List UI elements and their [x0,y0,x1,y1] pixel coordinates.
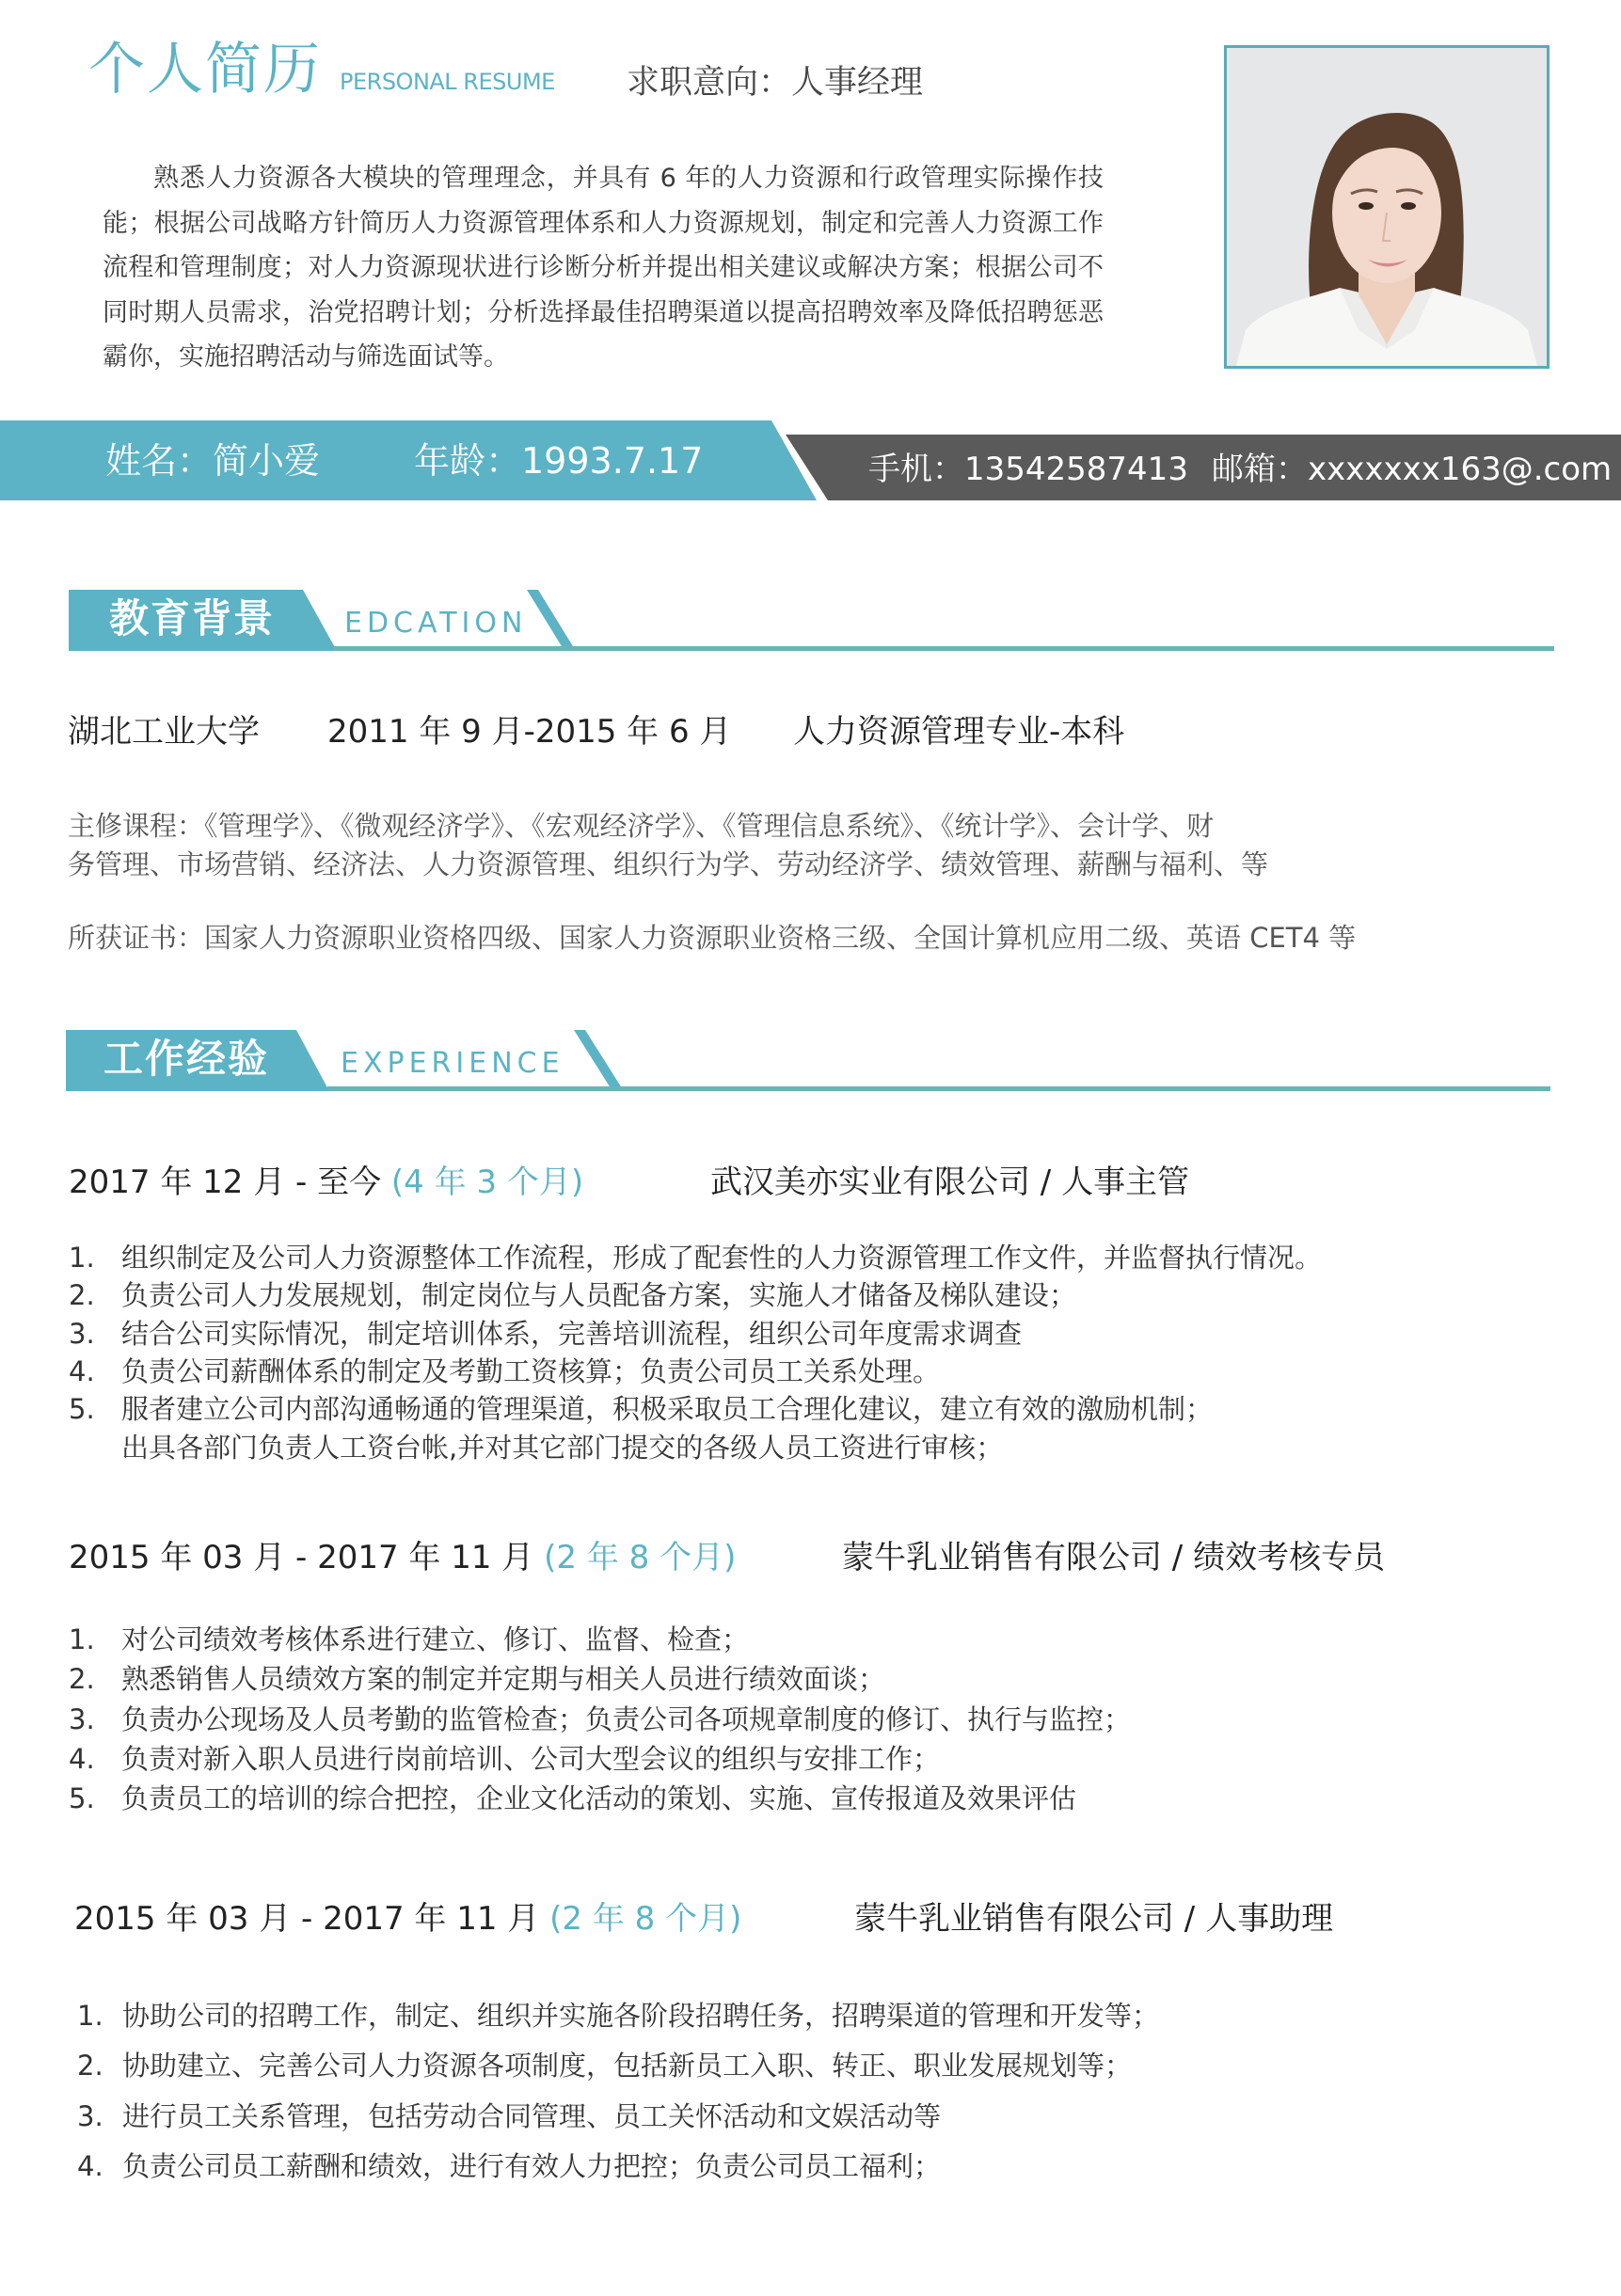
resume-subtitle-en: PERSONAL RESUME [340,69,555,95]
job-3-duration: (2 年 8 个月) [549,1900,742,1938]
job-3-item-1: 1. 协助公司的招聘工作，制定、组织并实施各阶段招聘任务，招聘渠道的管理和开发等； [77,2000,1160,2032]
job-2-header [69,1538,736,1577]
resume-title: 个人简历 [88,37,322,103]
job-2-item-1: 1. 对公司绩效考核体系进行建立、修订、监督、检查； [69,1623,750,1655]
edu-certificates: 所获证书：国家人力资源职业资格四级、国家人力资源职业资格三级、全国计算机应用二级、英语 CET4 等 [68,922,1357,954]
job-3-item-4: 4. 负责公司员工薪酬和绩效，进行有效人力把控；负责公司员工福利； [77,2150,942,2182]
age-field: 年龄：1993.7.17 [414,440,704,482]
profile-photo [1224,45,1549,369]
job-1-item-5-continued: 出具各部门负责人工资台帐,并对其它部门提交的各级人员工资进行审核； [121,1432,1004,1464]
job-1-duration: (4 年 3 个月) [390,1164,584,1201]
edu-school: 湖北工业大学 [68,713,260,751]
job-1-item-3: 3. 结合公司实际情况，制定培训体系，完善培训流程，组织公司年度需求调查 [69,1318,1023,1350]
job-1-item-4: 4. 负责公司薪酬体系的制定及考勤工资核算；负责公司员工关系处理。 [69,1355,941,1387]
job-1-item-2: 2. 负责公司人力发展规划，制定岗位与人员配备方案，实施人才储备及梯队建设； [69,1279,1077,1311]
job-2-item-4: 4. 负责对新入职人员进行岗前培训、公司大型会议的组织与安排工作； [69,1743,941,1775]
edu-courses-line-1: 主修课程：《管理学》、《微观经济学》、《宏观经济学》、《管理信息系统》、《统计学》、会计学、财 [68,810,1215,842]
edu-major: 人力资源管理专业-本科 [793,713,1125,751]
job-2-item-2: 2. 熟悉销售人员绩效方案的制定并定期与相关人员进行绩效面谈； [69,1663,886,1695]
edu-courses-line-2: 务管理、市场营销、经济法、人力资源管理、组织行为学、劳动经济学、绩效管理、薪酬与福利、等 [68,848,1269,880]
job-2-item-5: 5. 负责员工的培训的综合把控，企业文化活动的策划、实施、宣传报道及效果评估 [69,1782,1077,1814]
job-3-company-role: 蒙牛乳业销售有限公司 / 人事助理 [854,1900,1334,1938]
profile-summary: 熟悉人力资源各大模块的管理理念，并具有 6 年的人力资源和行政管理实际操作技能；根据公司战略方针简历人力资源管理体系和人力资源规划，制定和完善人力资源工作流程和管理制度；对人力资源现状进行诊断分析并提出相关建议或解决方案；根据公司不同时期人员需求，治党招聘计划；分析选择最佳招聘渠道以提高招聘效率及降低招聘惩恶霸你，实施招聘活动与筛选面试等。 [103,164,1104,372]
education-section-title: 教育背景 [109,595,276,641]
job-intent: 求职意向：人事经理 [627,64,924,102]
job-3-period: 2015 年 03 月 - 2017 年 11 月 [74,1900,540,1938]
education-section-title-en: EDCATION [344,607,528,640]
email-field: 邮箱：xxxxxxx163@.com [1212,451,1613,488]
job-2-period: 2015 年 03 月 - 2017 年 11 月 [69,1539,534,1576]
job-2-company-role: 蒙牛乳业销售有限公司 / 绩效考核专员 [842,1539,1386,1576]
job-1-period: 2017 年 12 月 - 至今 [69,1164,382,1201]
job-3-item-2: 2. 协助建立、完善公司人力资源各项制度，包括新员工入职、转正、职业发展规划等； [77,2050,1133,2082]
experience-section-title-en: EXPERIENCE [341,1047,564,1080]
job-2-duration: (2 年 8 个月) [544,1539,737,1576]
name-field: 姓名：简小爱 [105,440,321,482]
portrait-image [1227,48,1547,366]
experience-section-title: 工作经验 [103,1036,270,1082]
job-1-header [69,1163,583,1202]
job-1-company-role: 武汉美亦实业有限公司 / 人事主管 [710,1164,1190,1201]
job-2-item-3: 3. 负责办公现场及人员考勤的监管检查；负责公司各项规章制度的修订、执行与监控； [69,1703,1132,1735]
job-1-item-5: 5. 服者建立公司内部沟通畅通的管理渠道，积极采取员工合理化建议，建立有效的激励机制； [69,1393,1214,1425]
edu-period: 2011 年 9 月-2015 年 6 月 [327,713,732,751]
job-3-item-3: 3. 进行员工关系管理，包括劳动合同管理、员工关怀活动和文娱活动等 [77,2100,942,2132]
phone-field: 手机：13542587413 [868,451,1188,488]
job-1-item-1: 1. 组织制定及公司人力资源整体工作流程，形成了配套性的人力资源管理工作文件，并监督执行情况。 [69,1242,1323,1274]
job-3-header [74,1899,741,1939]
